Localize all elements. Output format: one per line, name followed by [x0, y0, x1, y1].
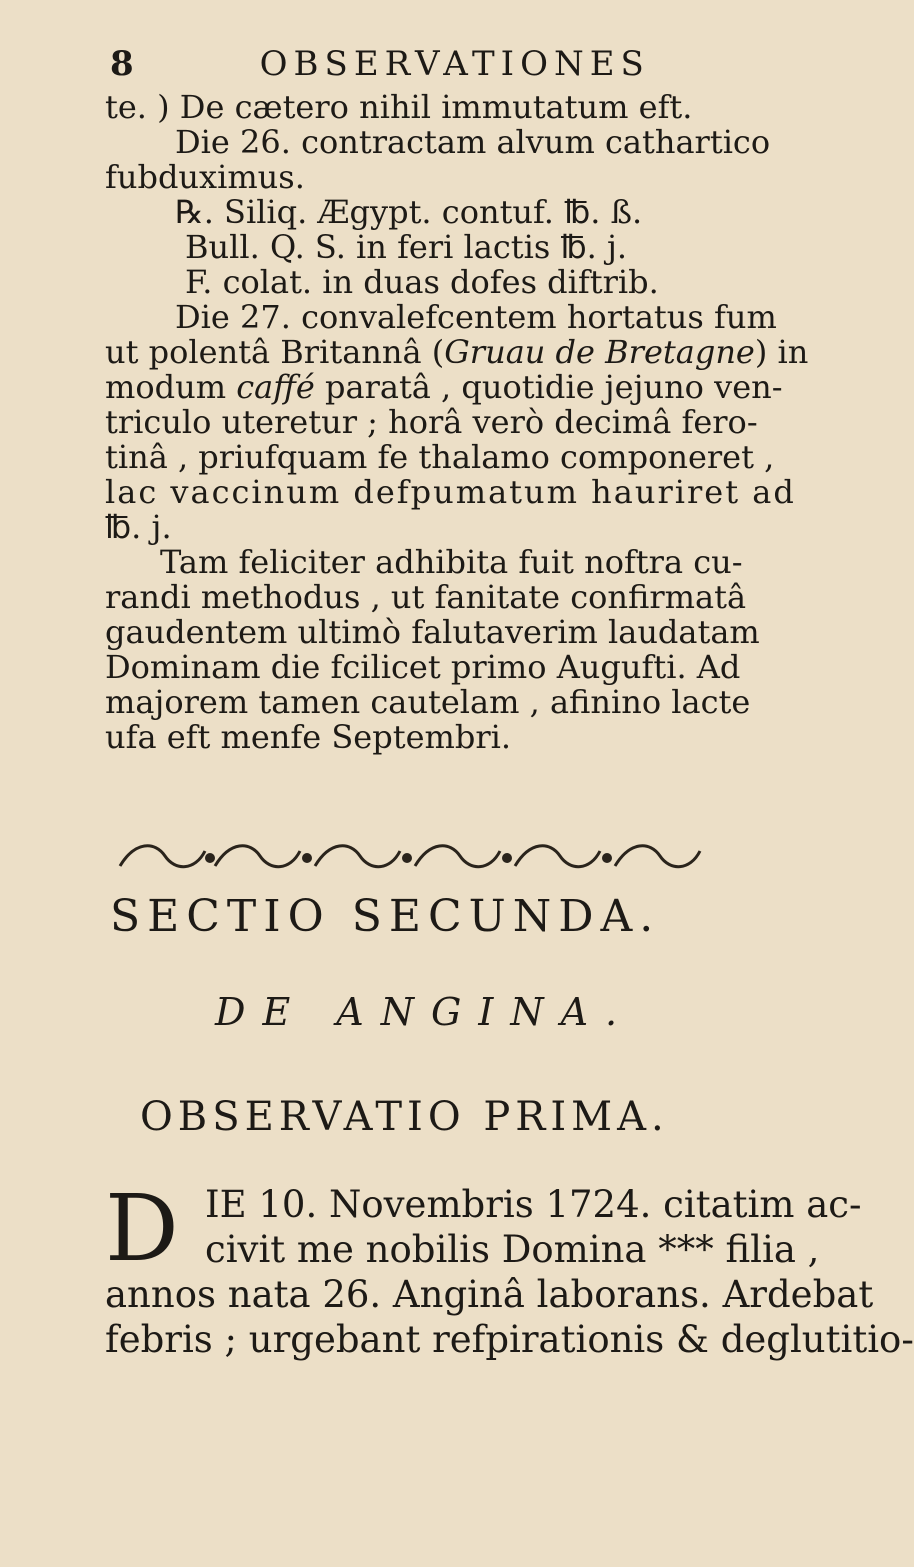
text-line-10: triculo uteretur ; horâ verò decimâ fero-	[105, 403, 758, 441]
text-line-2: Die 26. contractam alvum cathartico	[175, 123, 771, 161]
ornament-icon	[115, 836, 705, 878]
text-line-3: fubduximus.	[105, 158, 305, 196]
caffe-term: caffé	[236, 368, 315, 406]
text-segment: modum	[105, 368, 237, 406]
text-line-18: majorem tamen cautelam , afinino lacte	[105, 683, 751, 721]
text-line-14: Tam feliciter adhibita fuit noftra cu-	[160, 543, 743, 581]
text-line-19: ufa eft menfe Septembri.	[105, 718, 512, 756]
recipe-line-3: F. colat. in duas dofes diftrib.	[185, 263, 659, 301]
recipe-line-2: Bull. Q. S. in feri lactis ℔. j.	[185, 228, 628, 266]
text-line-15: randi methodus , ut fanitate confirmatâ	[105, 578, 747, 616]
section-title: SECTIO SECUNDA.	[110, 891, 661, 942]
text-line-12: lac vaccinum defpumatum hauriret ad	[105, 473, 796, 511]
text-line-11: tinâ , priufquam fe thalamo componeret ,	[105, 438, 775, 476]
section-subtitle: DE ANGINA.	[215, 990, 635, 1034]
final-line-2: civit me nobilis Domina *** filia ,	[205, 1228, 820, 1271]
running-header	[110, 42, 650, 86]
text-segment: paratâ , quotidie jejuno ven-	[314, 368, 783, 406]
text-segment: ut polentâ Britannâ (	[105, 333, 445, 371]
final-line-4: febris ; urgebant refpirationis & deglutitio-	[105, 1318, 914, 1361]
text-segment: ) in	[754, 333, 809, 371]
final-line-1: IE 10. Novembris 1724. citatim ac-	[205, 1183, 862, 1226]
observation-title: OBSERVATIO PRIMA.	[140, 1094, 669, 1140]
running-title: OBSERVATIONES	[259, 44, 650, 84]
text-line-7: Die 27. convalefcentem hortatus fum	[175, 298, 777, 336]
final-line-3: annos nata 26. Anginâ laborans. Ardebat	[105, 1273, 874, 1316]
page-number: 8	[110, 44, 140, 84]
drop-capital: D	[105, 1175, 179, 1282]
text-line-1: te. ) De cætero nihil immutatum eft.	[105, 88, 693, 126]
text-line-13: ℔. j.	[105, 508, 172, 546]
text-line-17: Dominam die fcilicet primo Augufti. Ad	[105, 648, 741, 686]
french-gloss: Gruau de Bretagne	[444, 333, 755, 371]
text-line-9	[105, 370, 783, 405]
decorative-ornament-band	[115, 836, 705, 878]
recipe-line-1: ℞. Siliq. Ægypt. contuf. ℔. ß.	[175, 193, 643, 231]
text-line-16: gaudentem ultimò falutaverim laudatam	[105, 613, 760, 651]
text-line-8	[105, 335, 808, 370]
